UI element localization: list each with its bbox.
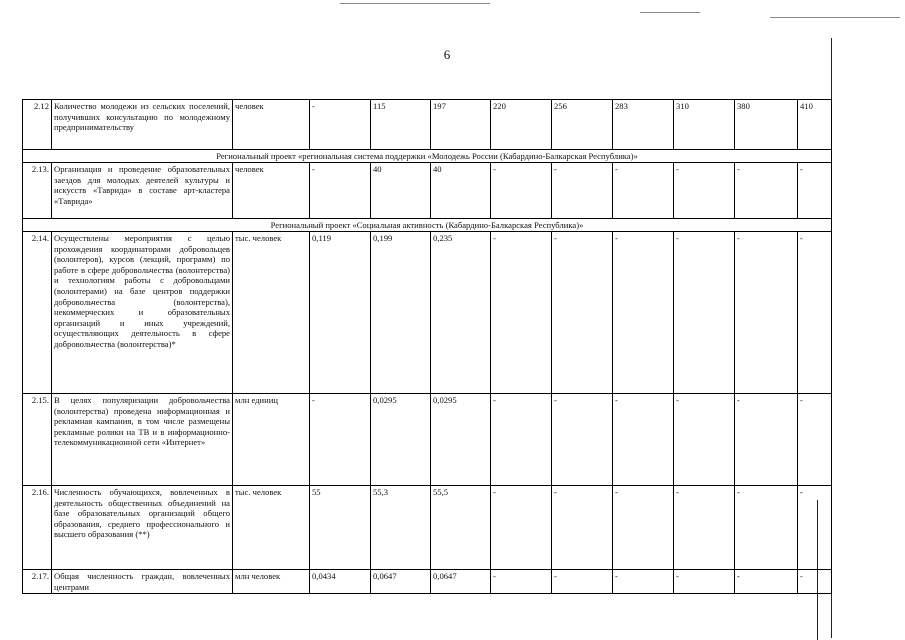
value-cell: - [674, 486, 735, 570]
row-number: 2.16. [23, 486, 52, 570]
value-cell: - [552, 570, 613, 594]
value-cell: 0,199 [371, 232, 431, 394]
value-cell: - [674, 394, 735, 486]
value-cell: - [735, 394, 798, 486]
section-row [23, 150, 832, 163]
value-cell: - [491, 163, 552, 219]
value-cell: - [735, 570, 798, 594]
value-cell: - [613, 163, 674, 219]
value-cell: - [735, 486, 798, 570]
value-cell: 0,0295 [371, 394, 431, 486]
value-cell: - [310, 163, 371, 219]
value-cell: - [674, 163, 735, 219]
value-cell: 410 [798, 100, 832, 150]
value-cell: 283 [613, 100, 674, 150]
value-cell: 40 [371, 163, 431, 219]
scan-artifact-line [640, 12, 700, 13]
value-cell: - [310, 394, 371, 486]
indicator-description: Общая численность граждан, вовлеченных центрами [52, 570, 233, 594]
value-cell: 55,5 [431, 486, 491, 570]
value-cell: 0,0295 [431, 394, 491, 486]
table-row [23, 570, 832, 594]
section-title: Региональный проект «региональная система поддержки «Молодежь России (Кабардино-Балкарская Республика)» [23, 150, 832, 163]
value-cell: - [491, 486, 552, 570]
unit-cell: тыс. человек [233, 232, 310, 394]
value-cell: - [798, 486, 832, 570]
value-cell: 55 [310, 486, 371, 570]
value-cell: 0,0647 [371, 570, 431, 594]
value-cell: 197 [431, 100, 491, 150]
value-cell: 0,0434 [310, 570, 371, 594]
value-cell: - [552, 232, 613, 394]
value-cell: 0,119 [310, 232, 371, 394]
value-cell: - [491, 394, 552, 486]
value-cell: - [798, 232, 832, 394]
section-row [23, 219, 832, 232]
value-cell: - [491, 232, 552, 394]
value-cell: - [798, 163, 832, 219]
value-cell: - [735, 163, 798, 219]
indicator-description: В целях популяризации добровольчества (волонтерства) проведена информационная и рекламная кампания, в том числе размещены рекламные ролики на ТВ и в информационно-телекоммуникационной сети «Интернет» [52, 394, 233, 486]
unit-cell: тыс. человек [233, 486, 310, 570]
value-cell: - [310, 100, 371, 150]
scan-artifact-line [770, 17, 900, 18]
row-number: 2.14. [23, 232, 52, 394]
value-cell: 380 [735, 100, 798, 150]
indicators-table [22, 99, 832, 594]
table-row [23, 394, 832, 486]
indicator-description: Осуществлены мероприятия с целью прохождения координаторами добровольцев (волонтеров), курсов (лекций, программ) по работе в сфере добровольчества (волонтерства) и технологиям работы с добровольцами (волонтерами) на базе центров поддержки добровольчества (волонтерства), некоммерческих и образовательных организаций и иных учреждений, осуществляющих деятельность в сфере добровольчества (волонтерства)* [52, 232, 233, 394]
value-cell: - [798, 570, 832, 594]
row-number: 2.13. [23, 163, 52, 219]
value-cell: 115 [371, 100, 431, 150]
unit-cell: млн человек [233, 570, 310, 594]
value-cell: 0,235 [431, 232, 491, 394]
page-number: 6 [443, 47, 451, 62]
value-cell: - [552, 486, 613, 570]
row-number: 2.17. [23, 570, 52, 594]
table-row [23, 232, 832, 394]
indicator-description: Организация и проведение образовательных заездов для молодых деятелей культуры и искусств «Таврида» в составе арт-кластера «Таврида» [52, 163, 233, 219]
value-cell: - [552, 394, 613, 486]
indicator-description: Численность обучающихся, вовлеченных в деятельность общественных объединений на базе образовательных организаций общего образования, среднего профессионального и высшего образования (**) [52, 486, 233, 570]
value-cell: - [552, 163, 613, 219]
unit-cell: млн единиц [233, 394, 310, 486]
value-cell: - [674, 570, 735, 594]
value-cell: 55,3 [371, 486, 431, 570]
table-row [23, 163, 832, 219]
value-cell: 0,0647 [431, 570, 491, 594]
table-row [23, 100, 832, 150]
value-cell: - [674, 232, 735, 394]
value-cell: - [613, 232, 674, 394]
value-cell: 310 [674, 100, 735, 150]
row-number: 2.15. [23, 394, 52, 486]
value-cell: - [613, 570, 674, 594]
value-cell: - [735, 232, 798, 394]
table-row [23, 486, 832, 570]
value-cell: - [613, 394, 674, 486]
indicator-description: Количество молодежи из сельских поселений, получивших консультацию по молодежному предпринимательству [52, 100, 233, 150]
scan-artifact-line [340, 3, 490, 4]
unit-cell: человек [233, 163, 310, 219]
value-cell: - [798, 394, 832, 486]
unit-cell: человек [233, 100, 310, 150]
value-cell: 220 [491, 100, 552, 150]
value-cell: - [613, 486, 674, 570]
section-title: Региональный проект «Социальная активность (Кабардино-Балкарская Республика)» [23, 219, 832, 232]
value-cell: - [491, 570, 552, 594]
value-cell: 40 [431, 163, 491, 219]
value-cell: 256 [552, 100, 613, 150]
row-number: 2.12 [23, 100, 52, 150]
